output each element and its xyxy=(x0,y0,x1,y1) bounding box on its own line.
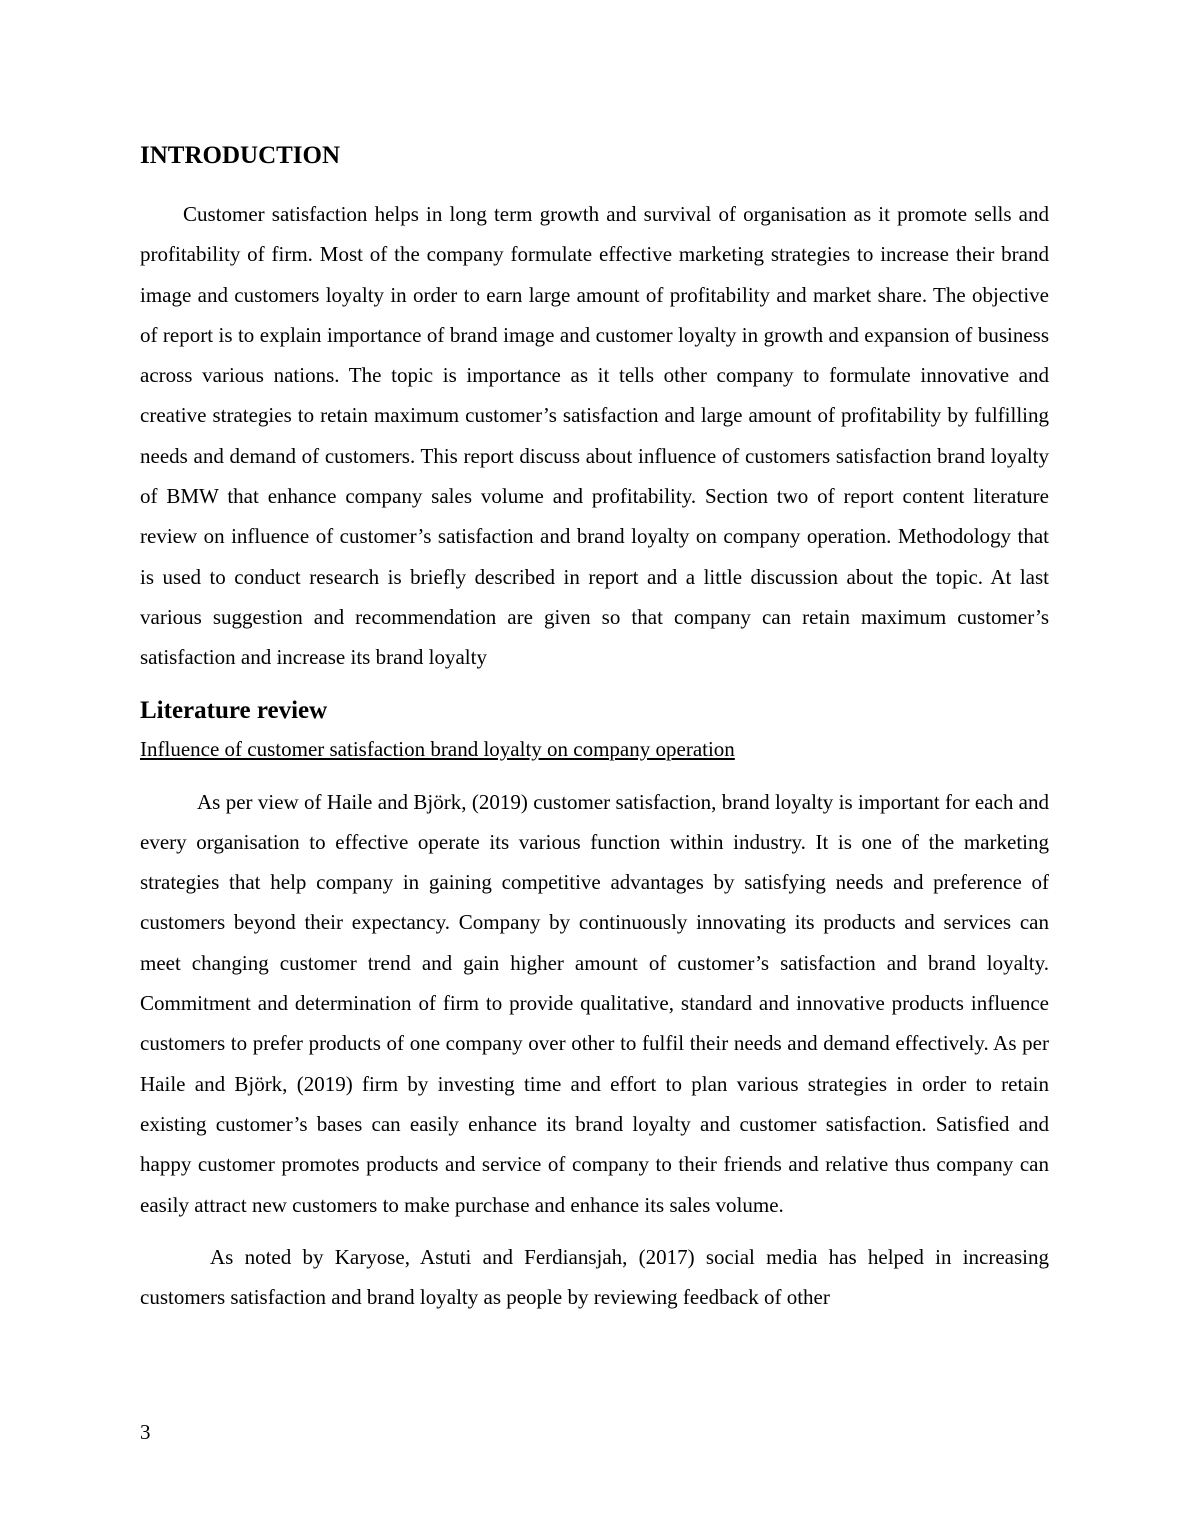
literature-review-subheading: Influence of customer satisfaction brand loyalty on company operation xyxy=(140,736,735,761)
literature-review-heading: Literature review xyxy=(140,696,328,724)
page-content xyxy=(140,138,1049,1317)
literature-paragraph-1: As per view of Haile and Björk, (2019) customer satisfaction, brand loyalty is important for each and every organisation to effective operate its various function within industry. It is one of the marketing strategies that help company in gaining competitive advantages by satisfying needs and preference of customers beyond their expectancy. Company by continuously innovating its products and services can meet changing customer trend and gain higher amount of customer’s satisfaction and brand loyalty. Commitment and determination of firm to provide qualitative, standard and innovative products influence customers to prefer products of one company over other to fulfil their needs and demand effectively. As per Haile and Björk, (2019) firm by investing time and effort to plan various strategies in order to retain existing customer’s bases can easily enhance its brand loyalty and customer satisfaction. Satisfied and happy customer promotes products and service of company to their friends and relative thus company can easily attract new customers to make purchase and enhance its sales volume. xyxy=(140,789,1049,1217)
introduction-paragraph: Customer satisfaction helps in long term growth and survival of organisation as it promote sells and profitability of firm. Most of the company formulate effective marketing strategies to increase their brand image and customers loyalty in order to earn large amount of profitability and market share. The objective of report is to explain importance of brand image and customer loyalty in growth and expansion of business across various nations. The topic is importance as it tells other company to formulate innovative and creative strategies to retain maximum customer’s satisfaction and large amount of profitability by fulfilling needs and demand of customers. This report discuss about influence of customers satisfaction brand loyalty of BMW that enhance company sales volume and profitability. Section two of report content literature review on influence of customer’s satisfaction and brand loyalty on company operation. Methodology that is used to conduct research is briefly described in report and a little discussion about the topic. At last various suggestion and recommendation are given so that company can retain maximum customer’s satisfaction and increase its brand loyalty xyxy=(140,202,1049,670)
literature-paragraph-2: As noted by Karyose, Astuti and Ferdiansjah, (2017) social media has helped in increasing customers satisfaction and brand loyalty as people by reviewing feedback of other xyxy=(140,1244,1049,1310)
introduction-heading: INTRODUCTION xyxy=(140,142,341,169)
page-number: 3 xyxy=(140,1420,151,1444)
